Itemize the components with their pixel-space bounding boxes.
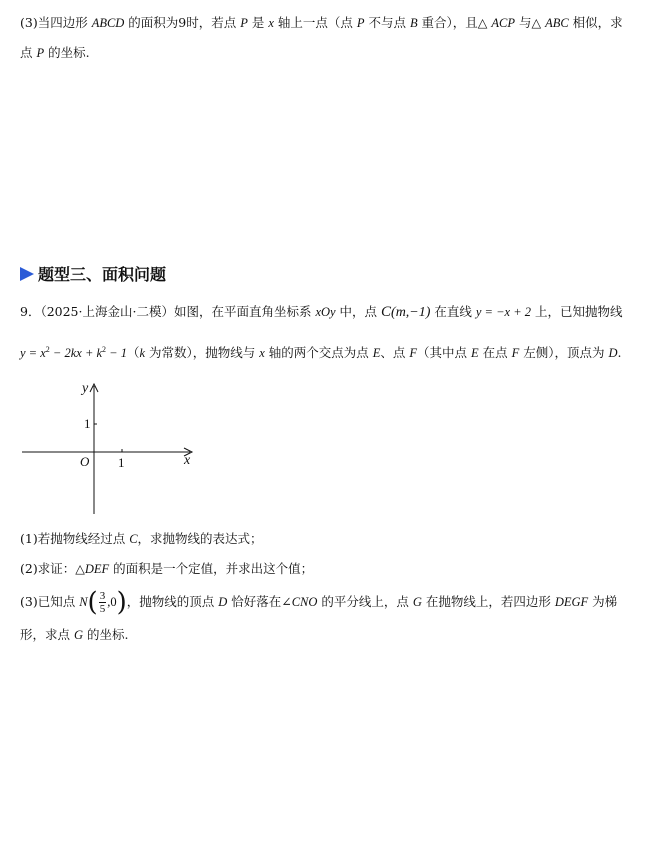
text: D	[608, 346, 618, 361]
text: y = x	[20, 346, 46, 361]
paren-open: (	[87, 587, 98, 618]
text: (3)已知点	[20, 594, 80, 609]
text: 轴上一点（点	[273, 15, 357, 30]
text: − 1	[106, 346, 127, 361]
text: 形，求点	[20, 627, 74, 642]
text: (3)当四边形	[20, 15, 92, 30]
part1	[20, 530, 263, 548]
text: 不与点	[364, 15, 410, 30]
triangle-marker-icon	[20, 267, 34, 281]
text: 重合），且△	[417, 15, 492, 30]
text: y = −x + 2	[475, 305, 532, 319]
coordinate-graph	[18, 378, 198, 518]
text: 相似，求	[568, 15, 623, 30]
text: (2)求证：	[20, 561, 76, 576]
text: 为梯	[588, 594, 618, 609]
x-axis-label: x	[184, 453, 191, 468]
text: 的坐标.	[44, 45, 90, 60]
text: ABCD	[91, 16, 125, 30]
text: ,0	[107, 595, 117, 609]
question9-line2	[20, 341, 621, 362]
text: 、点	[380, 345, 410, 361]
text: C	[129, 532, 138, 546]
fraction-numerator: 3	[99, 590, 106, 602]
text: ABC	[545, 16, 569, 30]
text: DEGF	[554, 595, 589, 609]
prev-question-line2	[20, 44, 90, 62]
text: △DEF	[75, 562, 110, 576]
text: 轴的两个交点为点	[264, 345, 373, 361]
question9-line1	[20, 303, 623, 322]
text: 点	[20, 45, 37, 60]
fraction	[99, 590, 107, 615]
text: (1)若抛物线经过点	[20, 531, 130, 546]
x-tick-label: 1	[118, 455, 125, 470]
text: P	[356, 16, 365, 30]
text: 左侧），顶点为	[519, 345, 609, 361]
text: D	[218, 595, 228, 609]
text: CNO	[291, 595, 318, 609]
text: G	[412, 595, 422, 609]
text: C	[381, 304, 392, 320]
text: ，抛物线的顶点	[126, 594, 219, 609]
text: 中，点	[335, 304, 382, 319]
section-heading	[20, 262, 166, 285]
text: 恰好落在∠	[227, 594, 292, 609]
text: 2	[102, 345, 107, 354]
text: F	[409, 346, 418, 361]
text: P	[36, 46, 45, 60]
text: 在点	[478, 345, 512, 361]
text: F	[511, 346, 520, 361]
text: 在抛物线上，若四边形	[421, 594, 555, 609]
text: 在直线	[430, 304, 476, 319]
text: x	[268, 16, 274, 30]
prev-question-line1	[20, 14, 623, 32]
text: N	[79, 595, 88, 609]
text: 为常数），抛物线与	[145, 345, 260, 361]
text: 的坐标.	[83, 627, 129, 642]
text: − 2kx + k	[49, 346, 103, 361]
paren-close: )	[116, 587, 127, 618]
text: 上，已知抛物线	[531, 304, 623, 319]
y-axis-label: y	[82, 381, 89, 396]
fraction-denominator: 5	[99, 603, 106, 615]
text: E	[372, 346, 381, 361]
text: P	[240, 16, 248, 30]
text: k	[139, 346, 146, 361]
text: (m,−1)	[391, 305, 431, 320]
text: B	[409, 16, 418, 30]
section-title: 题型三、面积问题	[38, 265, 167, 284]
text: G	[73, 628, 84, 642]
part2	[20, 560, 313, 578]
text: 与△	[515, 15, 546, 30]
text: 的平分线上，点	[317, 594, 413, 609]
text: （其中点	[417, 345, 472, 361]
text: 是	[247, 15, 269, 30]
text: 的面积是一个定值，并求出这个值；	[109, 561, 314, 576]
text: ACP	[491, 16, 515, 30]
origin-label: O	[80, 454, 90, 469]
text: ，求抛物线的表达式；	[137, 531, 263, 546]
text: .	[617, 345, 622, 361]
text: 2	[45, 345, 50, 354]
text: （	[126, 345, 140, 361]
text: x	[259, 346, 265, 361]
text: xOy	[315, 305, 336, 319]
text: E	[471, 346, 479, 361]
text: 9．（2025·上海金山·二模）如图，在平面直角坐标系	[20, 304, 316, 319]
part3-line2	[20, 626, 128, 644]
text: 的面积为9时，若点	[124, 15, 241, 30]
part3-line1	[20, 588, 617, 617]
y-tick-label: 1	[84, 416, 91, 431]
